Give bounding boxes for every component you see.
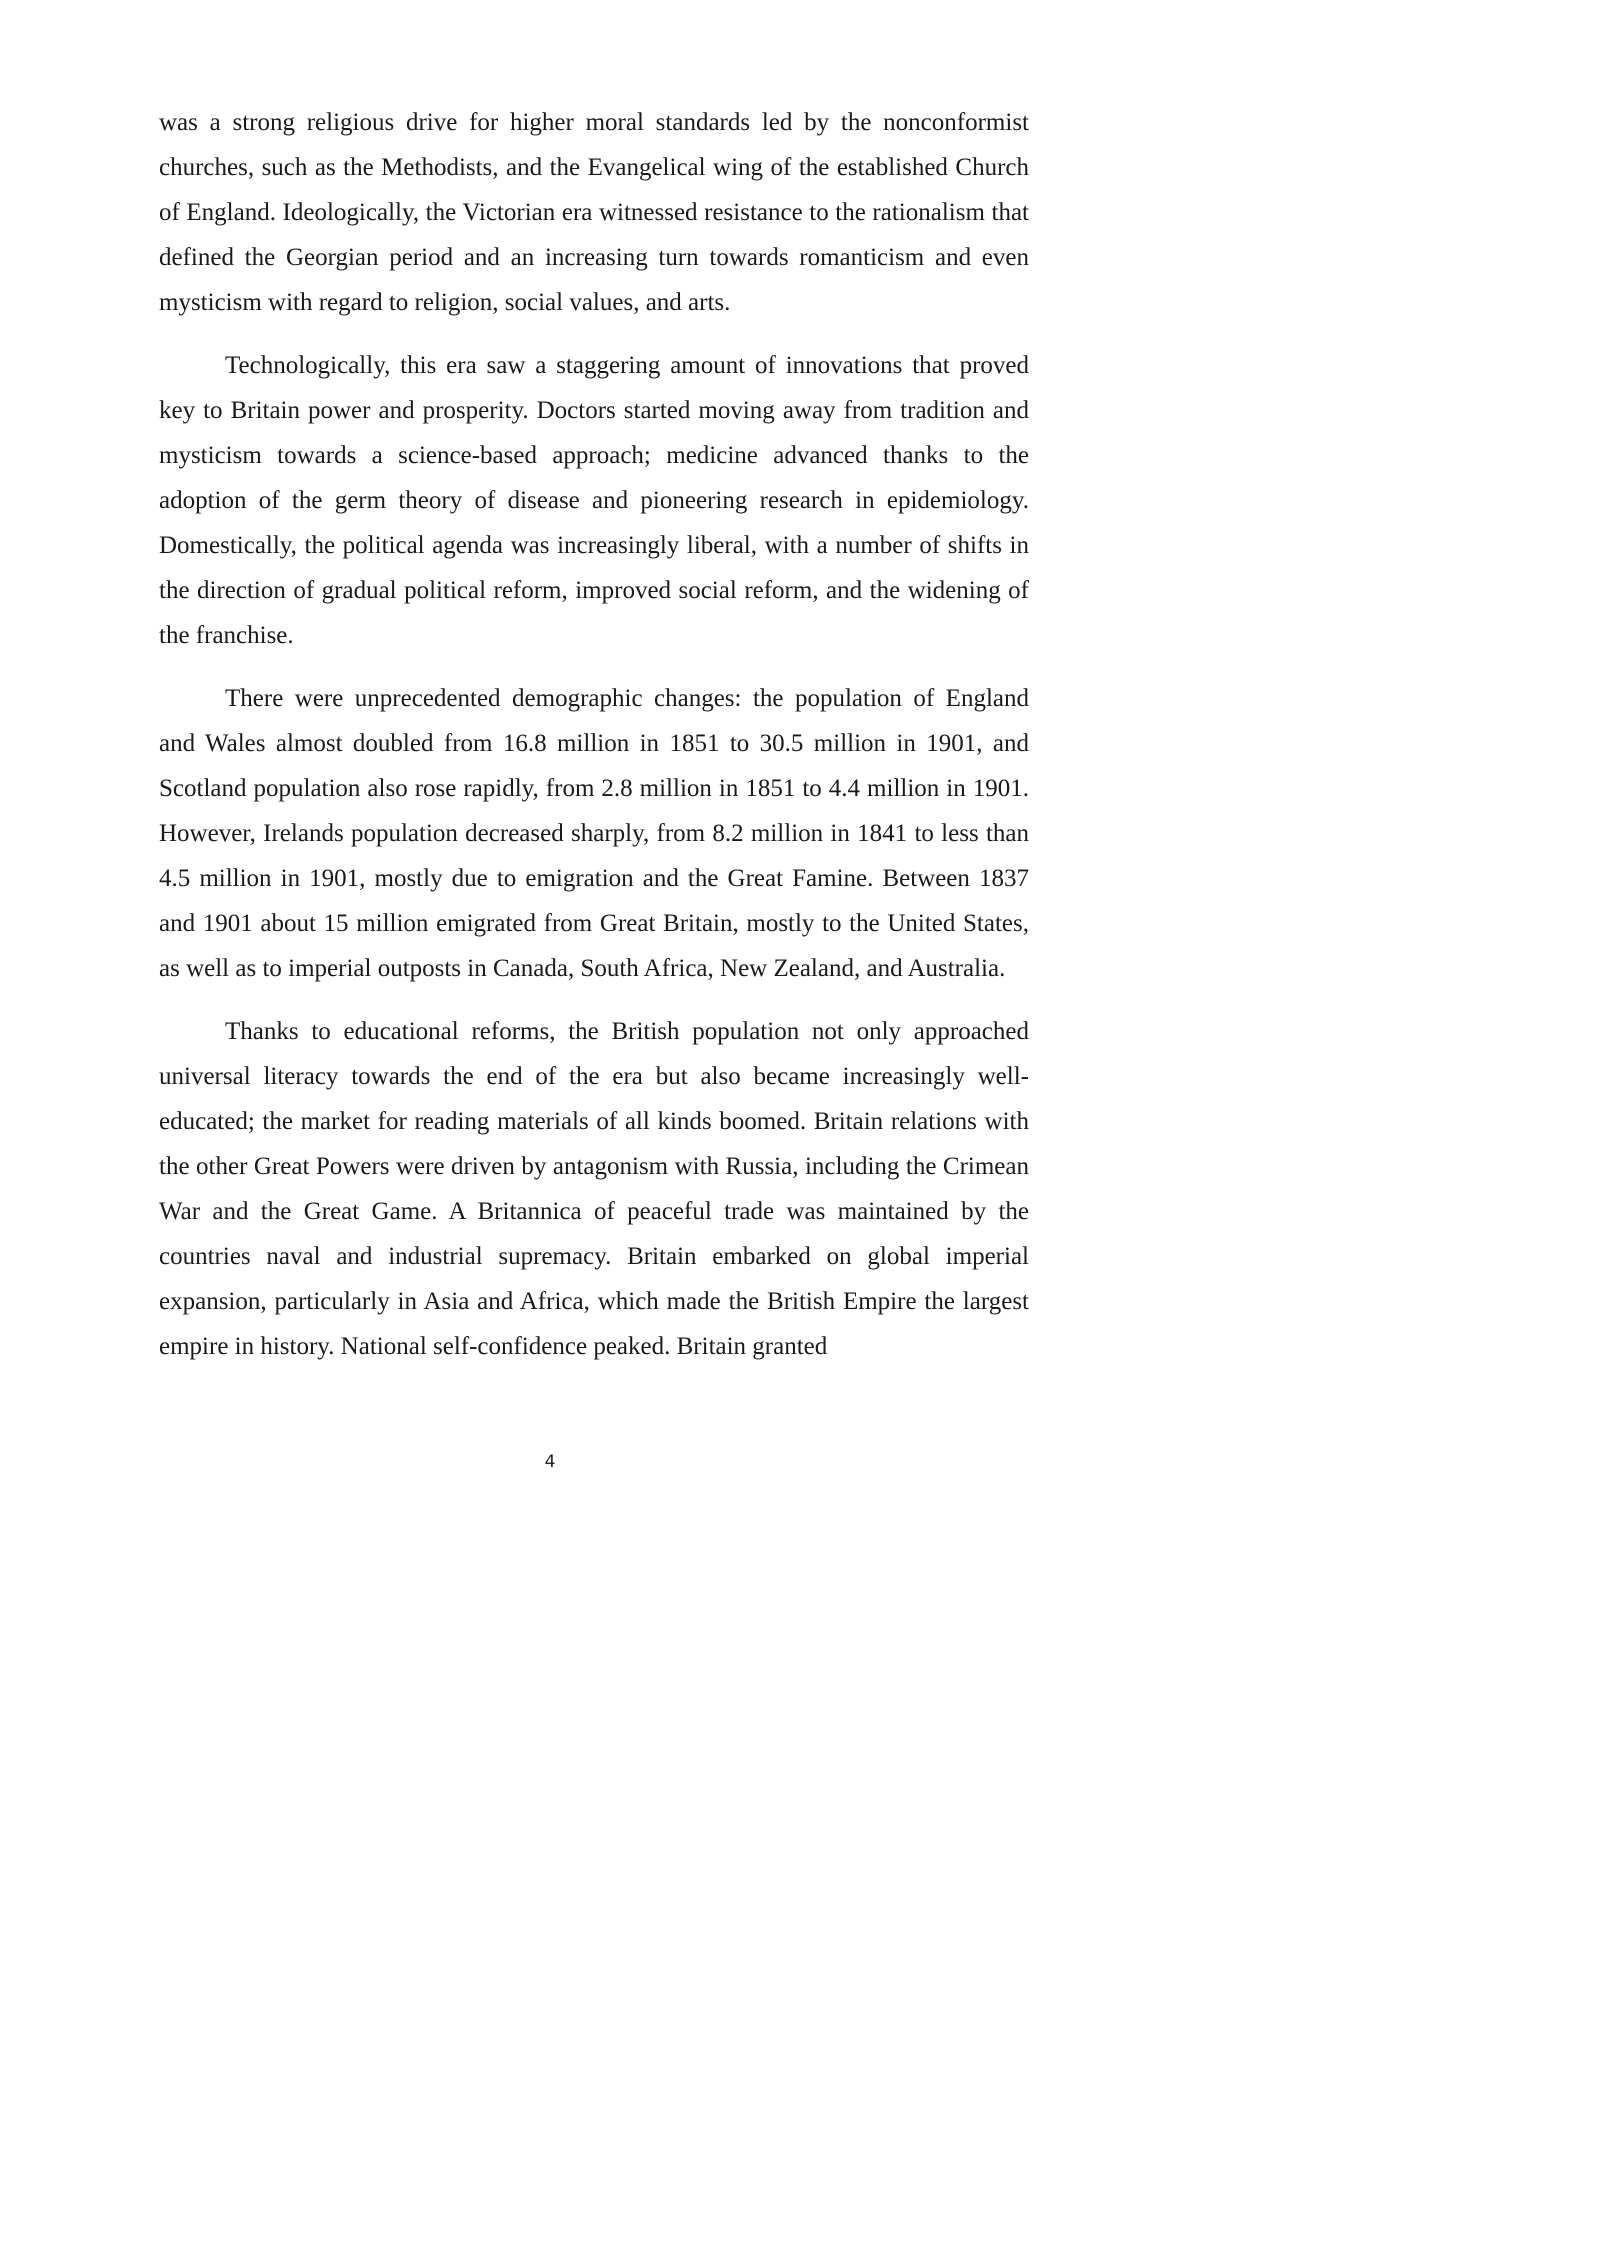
paragraph-education: Thanks to educational reforms, the British population not only approached universal literacy towards the end of the era but also became increasingly well-educated; the market for reading materials of all kinds boomed. Britain relations with the other Great Powers were driven by antagonism with Russia, including the Crimean War and the Great Game. A Britannica of peaceful trade was maintained by the countries naval and industrial supremacy. Britain embarked on global imperial expansion, particularly in Asia and Africa, which made the British Empire the largest empire in history. National self-confidence peaked. Britain granted [159, 1018, 1029, 1360]
paragraph-demographics: There were unprecedented demographic changes: the population of England and Wales almost doubled from 16.8 million in 1851 to 30.5 million in 1901, and Scotland population also rose rapidly, from 2.8 million in 1851 to 4.4 million in 1901. However, Irelands population decreased sharply, from 8.2 million in 1841 to less than 4.5 million in 1901, mostly due to emigration and the Great Famine. Between 1837 and 1901 about 15 million emigrated from Great Britain, mostly to the United States, as well as to imperial outposts in Canada, South Africa, New Zealand, and Australia. [159, 685, 1029, 982]
paragraph-continuation: was a strong religious drive for higher moral standards led by the nonconformist churches, such as the Methodists, and the Evangelical wing of the established Church of England. Ideologically, the Victorian era witnessed resistance to the rationalism that defined the Georgian period and an increasing turn towards romanticism and even mysticism with regard to religion, social values, and arts. [159, 109, 1029, 316]
paragraph-technology: Technologically, this era saw a staggering amount of innovations that proved key to Britain power and prosperity. Doctors started moving away from tradition and mysticism towards a science-based approach; medicine advanced thanks to the adoption of the germ theory of disease and pioneering research in epidemiology. Domestically, the political agenda was increasingly liberal, with a number of shifts in the direction of gradual political reform, improved social reform, and the widening of the franchise. [159, 352, 1029, 649]
body-text [159, 100, 1029, 1387]
page-number: 4 [544, 1452, 556, 1472]
document-page [0, 0, 1100, 1555]
